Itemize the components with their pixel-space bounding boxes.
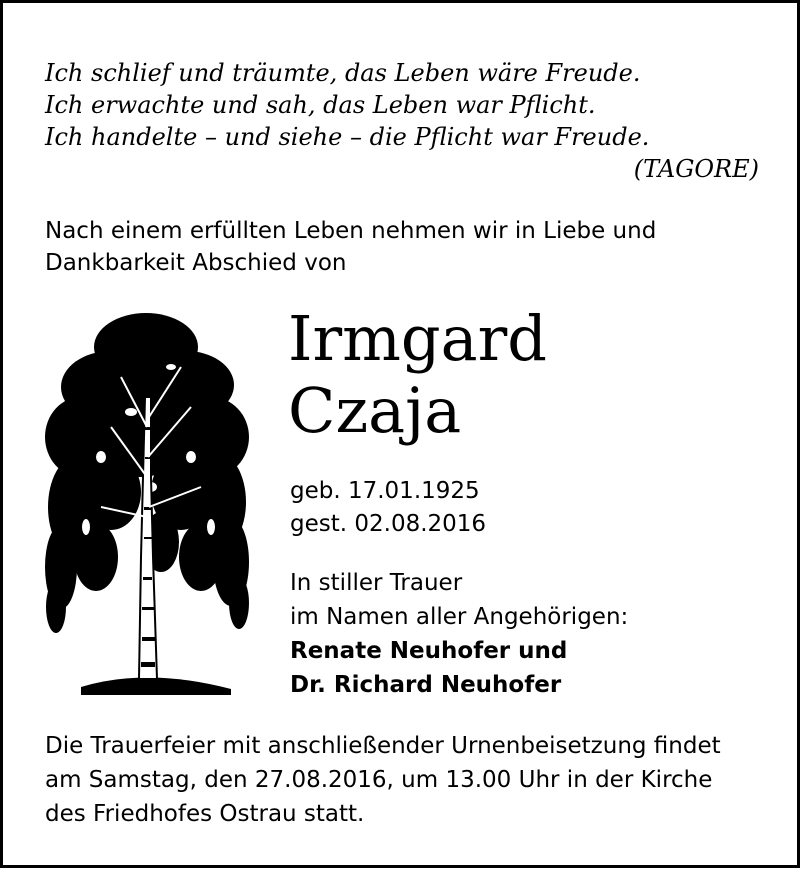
quote-line: Ich schlief und träumte, das Leben wäre Freude. bbox=[45, 59, 641, 87]
ceremony-line: des Friedhofes Ostrau statt. bbox=[45, 801, 365, 827]
intro-line: Dankbarkeit Abschied von bbox=[45, 250, 347, 276]
death-date: gest. 02.08.2016 bbox=[290, 511, 487, 537]
intro-line: Nach einem erfüllten Leben nehmen wir in Liebe und bbox=[45, 218, 657, 244]
ceremony-line: am Samstag, den 27.08.2016, um 13.00 Uhr in der Kirche bbox=[45, 767, 713, 793]
mourner-name: Renate Neuhofer und bbox=[290, 638, 568, 664]
intro-text bbox=[45, 215, 765, 279]
mourner-name: Dr. Richard Neuhofer bbox=[290, 672, 562, 698]
mourners-block bbox=[290, 566, 628, 702]
mourning-line: In stiller Trauer bbox=[290, 570, 463, 596]
deceased-name bbox=[288, 303, 547, 447]
quote-source: (TAGORE) bbox=[633, 155, 759, 183]
ceremony-line: Die Trauerfeier mit anschließender Urnenbeisetzung findet bbox=[45, 733, 721, 759]
last-name: Czaja bbox=[288, 374, 462, 447]
birch-tree-icon bbox=[41, 307, 253, 699]
quote-line: Ich handelte – und siehe – die Pflicht war Freude. bbox=[45, 123, 650, 151]
birth-date: geb. 17.01.1925 bbox=[290, 478, 480, 504]
ceremony-info bbox=[45, 729, 775, 831]
tagore-quote bbox=[45, 57, 765, 185]
first-name: Irmgard bbox=[288, 302, 547, 375]
quote-line: Ich erwachte und sah, das Leben war Pflicht. bbox=[45, 91, 596, 119]
mourning-line: im Namen aller Angehörigen: bbox=[290, 604, 629, 630]
life-dates bbox=[290, 475, 486, 541]
